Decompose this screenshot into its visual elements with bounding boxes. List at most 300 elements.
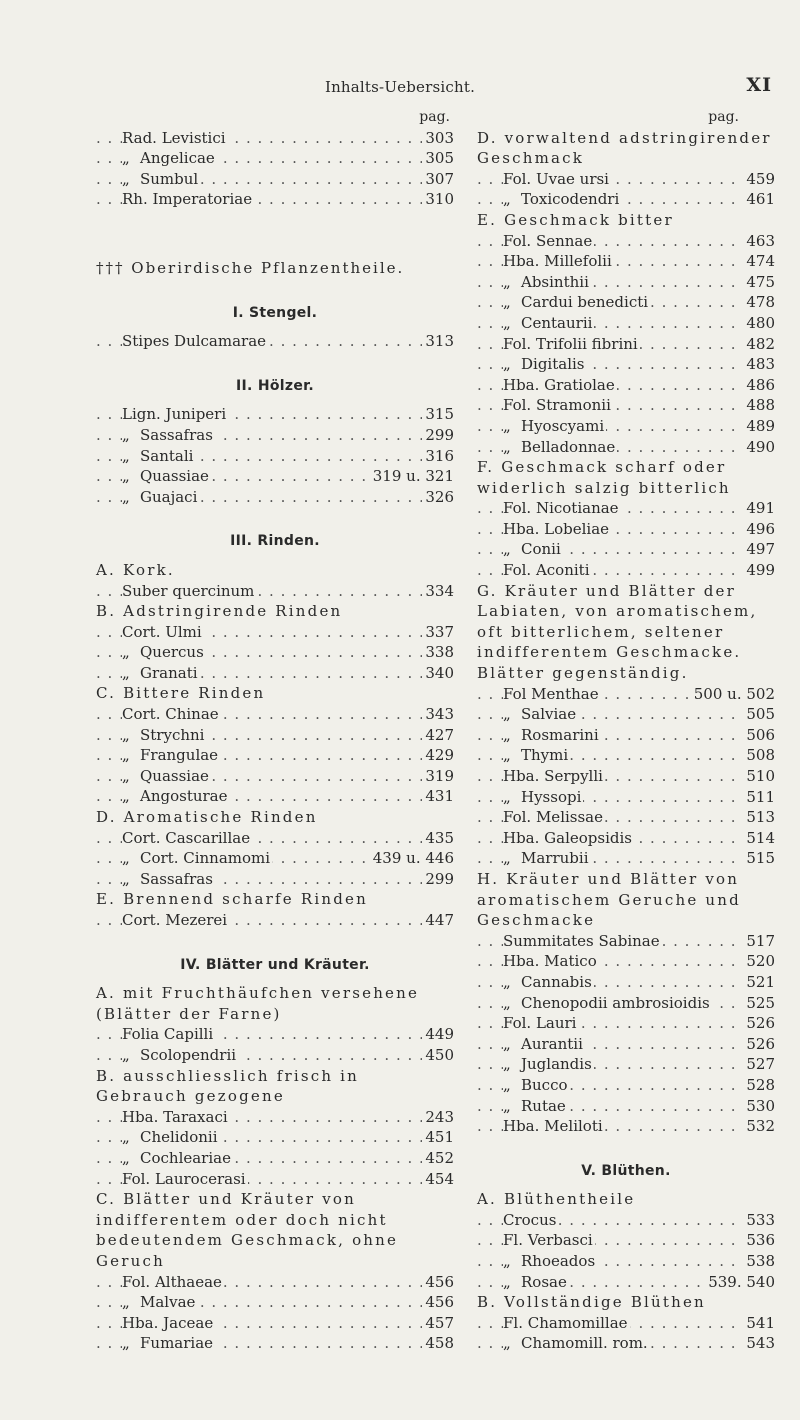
toc-entry-page: 315 <box>422 404 454 425</box>
toc-entry-name: Fol. Aconiti <box>503 561 590 580</box>
toc-entry-page: 478 <box>743 292 775 313</box>
toc-entry-page: 532 <box>743 1116 775 1137</box>
toc-entry-name: Fol. Uvae ursi <box>503 169 609 188</box>
ditto-mark: „ <box>122 169 130 188</box>
toc-entry <box>477 1333 775 1354</box>
toc-entry-page: 517 <box>743 931 775 952</box>
toc-entry <box>477 1251 775 1272</box>
ditto-mark: „ <box>122 725 130 744</box>
section-title-stengel: I. Stengel. <box>232 304 318 321</box>
ditto-mark: „ <box>503 705 511 724</box>
toc-entry-name: Rad. Levistici <box>122 128 226 147</box>
list-frisch <box>96 1107 454 1189</box>
toc-entry <box>96 1292 454 1313</box>
toc-entry-page: 486 <box>743 375 775 396</box>
toc-entry-name: Sumbul <box>140 169 199 188</box>
toc-entry-page: 514 <box>743 828 775 849</box>
ditto-mark: „ <box>122 487 130 506</box>
toc-entry-page: 515 <box>743 848 775 869</box>
toc-entry <box>477 1230 775 1251</box>
toc-entry-page: 530 <box>743 1096 775 1117</box>
toc-entry-page: 491 <box>743 498 775 519</box>
toc-entry-name: Rosmarini <box>521 725 599 744</box>
toc-entry-page: 500 u. 502 <box>691 684 775 705</box>
list-bluethentheile <box>477 1210 775 1292</box>
heading-frisch: B. ausschliesslich frisch in Gebrauch gezogene <box>96 1066 360 1106</box>
toc-entry-name: Centaurii <box>521 313 593 332</box>
toc-entry <box>477 375 775 396</box>
toc-entry <box>477 828 775 849</box>
left-column <box>96 107 454 1354</box>
toc-entry <box>477 395 775 416</box>
ditto-mark: „ <box>503 437 511 456</box>
ditto-mark: „ <box>122 869 130 888</box>
heading-brennend: E. Brennend scharfe Rinden <box>96 890 368 909</box>
toc-entry-page: 313 <box>422 331 454 352</box>
toc-entry-name: Fol. Trifolii fibrini <box>503 334 638 353</box>
toc-entry-name: Fol. Sennae <box>503 231 593 250</box>
toc-entry <box>477 498 775 519</box>
ditto-mark: „ <box>503 1034 511 1053</box>
toc-entry-page: 310 <box>422 189 454 210</box>
toc-entry <box>96 581 454 602</box>
list-vollstaendige <box>477 1313 775 1354</box>
toc-entry-name: Fol. Lauri <box>503 1014 577 1033</box>
list-farne <box>96 1024 454 1065</box>
toc-entry-page: 459 <box>743 169 775 190</box>
toc-entry-name: Fl. Chamomillae <box>503 1313 628 1332</box>
toc-entry-page: 305 <box>422 148 454 169</box>
ditto-mark: „ <box>503 272 511 291</box>
toc-entry <box>477 848 775 869</box>
heading-farne: A. mit Fruchthäufchen versehene (Blätter der Farne) <box>96 984 420 1023</box>
ditto-mark: „ <box>122 643 130 662</box>
ditto-mark: „ <box>503 293 511 312</box>
toc-entry <box>477 807 775 828</box>
toc-entry-name: Cort. Cinnamomi <box>140 849 271 868</box>
toc-entry-name: Fol Menthae <box>503 684 599 703</box>
page-header-title: Inhalts-Uebersicht. <box>324 78 476 96</box>
toc-entry <box>477 1096 775 1117</box>
heading-scharf: F. Geschmack scharf oder widerlich salzig bitterlich <box>477 458 731 497</box>
toc-entry-page: 337 <box>422 622 454 643</box>
ditto-mark: „ <box>122 849 130 868</box>
list-bittere <box>96 704 454 807</box>
toc-entry-name: Aurantii <box>521 1034 583 1053</box>
list-hoelzer <box>96 404 454 507</box>
heading-bitter: E. Geschmack bitter <box>477 210 674 229</box>
toc-entry <box>96 189 454 210</box>
toc-entry-name: Toxicodendri <box>521 190 620 209</box>
toc-entry-name: Cort. Ulmi <box>122 622 202 641</box>
toc-entry-name: Hba. Meliloti <box>503 1117 603 1136</box>
heading-indifferent: C. Blätter und Kräuter von indifferentem oder doch nicht bedeutendem Geschmack, ohne Geruch <box>96 1190 399 1270</box>
section-title-bluethen: V. Blüthen. <box>581 1162 671 1179</box>
toc-entry-page: 536 <box>743 1230 775 1251</box>
toc-entry-name: Cort. Chinae <box>122 705 219 724</box>
toc-entry <box>96 766 454 787</box>
toc-entry <box>477 1054 775 1075</box>
toc-entry-page: 451 <box>422 1127 454 1148</box>
toc-entry <box>477 560 775 581</box>
toc-entry-name: Fol. Laurocerasi <box>122 1169 246 1188</box>
toc-entry-name: Rutae <box>521 1096 566 1115</box>
toc-entry-name: Frangulae <box>140 746 219 765</box>
toc-entry-page: 299 <box>422 869 454 890</box>
right-column <box>477 107 775 1354</box>
main-heading: ††† Oberirdische Pflanzentheile. <box>96 258 405 277</box>
toc-entry <box>96 704 454 725</box>
toc-entry-name: Hba. Lobeliae <box>503 519 610 538</box>
toc-entry <box>477 334 775 355</box>
toc-entry-name: Folia Capilli <box>122 1025 214 1044</box>
toc-entry-name: Chelidonii <box>140 1128 218 1147</box>
page-number: XI <box>746 74 772 96</box>
toc-entry-page: 449 <box>422 1024 454 1045</box>
heading-adstringirender: D. vorwaltend adstringirender Geschmack <box>477 128 772 168</box>
ditto-mark: „ <box>122 1293 130 1312</box>
section-title-hoelzer: II. Hölzer. <box>236 377 314 394</box>
toc-entry <box>96 1107 454 1128</box>
toc-entry-name: Juglandis <box>521 1055 592 1074</box>
ditto-mark: „ <box>503 849 511 868</box>
toc-entry-page: 533 <box>743 1210 775 1231</box>
toc-entry <box>477 1075 775 1096</box>
toc-entry <box>477 1013 775 1034</box>
toc-entry-name: Angosturae <box>140 787 228 806</box>
toc-entry <box>477 292 775 313</box>
toc-entry-name: Suber quercinum <box>122 581 255 600</box>
list-stengel <box>96 331 454 352</box>
toc-entry <box>477 745 775 766</box>
ditto-mark: „ <box>122 1045 130 1064</box>
toc-entry <box>477 1116 775 1137</box>
toc-entry <box>477 684 775 705</box>
toc-entry-page: 499 <box>743 560 775 581</box>
toc-entry-name: Stipes Dulcamarae <box>122 332 267 351</box>
toc-entry-page: 496 <box>743 519 775 540</box>
toc-entry-name: Fl. Verbasci <box>503 1231 593 1250</box>
section-title-blaetter: IV. Blätter und Kräuter. <box>180 956 370 973</box>
list-brennend <box>96 910 454 931</box>
toc-entry-page: 450 <box>422 1045 454 1066</box>
toc-entry <box>477 704 775 725</box>
toc-entry-page: 513 <box>743 807 775 828</box>
ditto-mark: „ <box>122 467 130 486</box>
toc-entry-name: Bucco <box>521 1075 568 1094</box>
toc-entry-page: 490 <box>743 437 775 458</box>
toc-entry-page: 488 <box>743 395 775 416</box>
toc-entry <box>96 169 454 190</box>
toc-entry-name: Cardui benedicti <box>521 293 649 312</box>
toc-entry-name: Hba. Serpylli <box>503 767 603 785</box>
heading-aromatische: D. Aromatische Rinden <box>96 808 318 827</box>
toc-entry <box>96 487 454 508</box>
list-kork <box>96 581 454 602</box>
toc-entry-name: Quercus <box>140 643 204 662</box>
toc-entry-page: 316 <box>422 446 454 467</box>
toc-entry <box>96 1272 454 1293</box>
toc-entry-name: Sassafras <box>140 425 213 444</box>
toc-entry-page: 435 <box>422 828 454 849</box>
toc-entry-page: 431 <box>422 786 454 807</box>
toc-entry <box>477 272 775 293</box>
toc-entry <box>96 404 454 425</box>
toc-entry <box>477 787 775 808</box>
ditto-mark: „ <box>503 355 511 374</box>
heading-kork: A. Kork. <box>96 560 175 579</box>
ditto-mark: „ <box>503 1055 511 1074</box>
toc-entry-page: 528 <box>743 1075 775 1096</box>
toc-entry-page: 526 <box>743 1013 775 1034</box>
toc-entry-page: 343 <box>422 704 454 725</box>
ditto-mark: „ <box>122 746 130 765</box>
pag-label-right: pag. <box>708 109 739 125</box>
toc-entry-page: 508 <box>743 745 775 766</box>
toc-entry-page: 427 <box>422 725 454 746</box>
toc-entry-page: 474 <box>743 251 775 272</box>
toc-entry-name: Sassafras <box>140 869 213 888</box>
toc-entry <box>477 972 775 993</box>
toc-entry <box>477 416 775 437</box>
toc-entry-name: Conii <box>521 540 561 559</box>
toc-entry-name: Fol. Althaeae <box>122 1272 222 1291</box>
toc-entry-name: Quassiae <box>140 766 209 785</box>
toc-entry-page: 505 <box>743 704 775 725</box>
toc-entry <box>96 622 454 643</box>
toc-entry-name: Lign. Juniperi <box>122 405 227 424</box>
ditto-mark: „ <box>503 972 511 991</box>
toc-entry-page: 527 <box>743 1054 775 1075</box>
ditto-mark: „ <box>122 663 130 682</box>
toc-entry-name: Granati <box>140 663 198 682</box>
toc-entry-page: 456 <box>422 1272 454 1293</box>
ditto-mark: „ <box>503 1075 511 1094</box>
toc-entry-page: 338 <box>422 642 454 663</box>
ditto-mark: „ <box>503 540 511 559</box>
toc-entry <box>477 951 775 972</box>
toc-entry <box>96 331 454 352</box>
toc-entry-page: 541 <box>743 1313 775 1334</box>
toc-entry <box>96 663 454 684</box>
toc-entry-page: 539. 540 <box>705 1272 775 1293</box>
toc-entry-name: Cort. Mezerei <box>122 911 228 929</box>
toc-entry-name: Hyssopi <box>521 787 582 806</box>
toc-entry <box>477 931 775 952</box>
ditto-mark: „ <box>503 993 511 1012</box>
toc-entry-page: 334 <box>422 581 454 602</box>
toc-entry-name: Crocus <box>503 1210 557 1229</box>
toc-entry-page: 480 <box>743 313 775 334</box>
toc-entry-name: Cannabis <box>521 972 592 991</box>
ditto-mark: „ <box>122 149 130 168</box>
toc-entry <box>477 1272 775 1293</box>
toc-entry-name: Salviae <box>521 705 577 724</box>
toc-entry-page: 326 <box>422 487 454 508</box>
toc-entry-page: 457 <box>422 1313 454 1334</box>
toc-entry <box>477 766 775 787</box>
toc-entry-name: Chenopodii ambrosioidis <box>521 993 710 1012</box>
ditto-mark: „ <box>503 1252 511 1271</box>
toc-entry-page: 497 <box>743 539 775 560</box>
toc-entry-name: Hba. Gratiolae <box>503 375 615 394</box>
ditto-mark: „ <box>503 787 511 806</box>
toc-entry <box>96 1313 454 1334</box>
toc-entry <box>96 786 454 807</box>
toc-entry-name: Hyoscyami <box>521 416 605 435</box>
ditto-mark: „ <box>503 1334 511 1353</box>
toc-entry <box>477 231 775 252</box>
ditto-mark: „ <box>122 787 130 806</box>
toc-entry-name: Fumariae <box>140 1334 214 1353</box>
toc-entry-page: 303 <box>422 128 454 149</box>
toc-entry-name: Cochleariae <box>140 1148 231 1167</box>
toc-entry-name: Quassiae <box>140 467 209 486</box>
toc-entry <box>477 313 775 334</box>
ditto-mark: „ <box>503 1272 511 1291</box>
toc-entry <box>96 1148 454 1169</box>
toc-entry <box>96 466 454 487</box>
heading-adstringirende: B. Adstringirende Rinden <box>96 602 343 621</box>
toc-entry-page: 483 <box>743 354 775 375</box>
toc-entry-page: 543 <box>743 1333 775 1354</box>
toc-entry-page: 461 <box>743 189 775 210</box>
toc-entry-name: Hba. Jaceae <box>122 1313 214 1332</box>
heading-labiaten: G. Kräuter und Blätter der Labiaten, von aromatischem, oft bitterlichem, seltener indifferentem Geschmacke. Blätter gegenständig. <box>477 581 758 683</box>
toc-entry-page: 482 <box>743 334 775 355</box>
toc-entry <box>477 1034 775 1055</box>
toc-entry-name: Digitalis <box>521 355 585 374</box>
toc-entry-page: 429 <box>422 745 454 766</box>
toc-entry-page: 439 u. 446 <box>370 848 454 869</box>
ditto-mark: „ <box>122 425 130 444</box>
toc-entry-page: 458 <box>422 1333 454 1354</box>
toc-entry <box>96 425 454 446</box>
toc-entry-page: 319 u. 321 <box>370 466 454 487</box>
section-title-rinden: III. Rinden. <box>230 533 320 550</box>
toc-entry-page: 340 <box>422 663 454 684</box>
toc-entry-name: Absinthii <box>521 272 589 291</box>
toc-entry <box>477 519 775 540</box>
toc-entry-name: Santali <box>140 446 194 465</box>
heading-vollstaendige: B. Vollständige Blüthen <box>477 1293 706 1312</box>
toc-entry-name: Fol. Stramonii <box>503 396 611 415</box>
ditto-mark: „ <box>503 725 511 744</box>
toc-entry <box>96 910 454 931</box>
toc-entry <box>96 128 454 149</box>
toc-entry-page: 525 <box>743 993 775 1014</box>
toc-entry-name: Hba. Taraxaci <box>122 1107 228 1126</box>
toc-entry-name: Rosae <box>521 1272 567 1291</box>
list-adstringirender <box>477 169 775 210</box>
toc-entry-name: Fol. Melissae <box>503 808 603 827</box>
list-top <box>96 128 454 210</box>
toc-entry <box>96 642 454 663</box>
toc-entry-page: 520 <box>743 951 775 972</box>
toc-entry-name: Hba. Matico <box>503 952 597 971</box>
toc-entry <box>96 1169 454 1190</box>
toc-entry-name: Strychni <box>140 725 205 744</box>
list-bitter <box>477 231 775 458</box>
toc-entry <box>477 169 775 190</box>
toc-entry-page: 299 <box>422 425 454 446</box>
toc-entry <box>477 1313 775 1334</box>
heading-bittere: C. Bittere Rinden <box>96 684 266 703</box>
toc-entry <box>96 828 454 849</box>
toc-entry-page: 454 <box>422 1169 454 1190</box>
pag-label: pag. <box>419 109 450 125</box>
ditto-mark: „ <box>122 1128 130 1147</box>
toc-entry-page: 489 <box>743 416 775 437</box>
toc-entry-name: Chamomill. rom. <box>521 1334 648 1353</box>
toc-entry-name: Hba. Galeopsidis <box>503 828 632 847</box>
ditto-mark: „ <box>503 313 511 332</box>
toc-entry <box>477 993 775 1014</box>
ditto-mark: „ <box>122 1148 130 1167</box>
toc-entry-page: 456 <box>422 1292 454 1313</box>
toc-entry <box>96 1024 454 1045</box>
toc-entry-name: Malvae <box>140 1293 196 1312</box>
toc-entry-page: 538 <box>743 1251 775 1272</box>
list-indifferent <box>96 1272 454 1354</box>
toc-entry <box>477 725 775 746</box>
toc-entry-page: 475 <box>743 272 775 293</box>
toc-entry <box>477 1210 775 1231</box>
toc-entry-name: Rhoeados <box>521 1252 596 1271</box>
toc-entry-page: 521 <box>743 972 775 993</box>
toc-entry-page: 452 <box>422 1148 454 1169</box>
ditto-mark: „ <box>503 190 511 209</box>
ditto-mark: „ <box>503 746 511 765</box>
toc-entry-name: Hba. Millefolii <box>503 252 612 271</box>
list-labiaten <box>477 684 775 869</box>
toc-entry <box>96 869 454 890</box>
toc-entry-name: Rh. Imperatoriae <box>122 190 253 209</box>
toc-entry-name: Scolopendrii <box>140 1045 237 1064</box>
toc-entry-page: 511 <box>743 787 775 808</box>
toc-entry-name: Marrubii <box>521 849 589 868</box>
toc-entry <box>477 189 775 210</box>
ditto-mark: „ <box>122 446 130 465</box>
toc-entry-page: 510 <box>743 766 775 787</box>
toc-entry <box>96 848 454 869</box>
toc-entry <box>96 1127 454 1148</box>
toc-entry-page: 506 <box>743 725 775 746</box>
toc-entry <box>477 437 775 458</box>
toc-entry <box>96 745 454 766</box>
heading-aromatischem: H. Kräuter und Blätter von aromatischem Geruche und Geschmacke <box>477 869 741 930</box>
ditto-mark: „ <box>122 766 130 785</box>
toc-entry-page: 463 <box>743 231 775 252</box>
toc-entry-page: 319 <box>422 766 454 787</box>
toc-entry <box>96 446 454 467</box>
list-adstringirende <box>96 622 454 684</box>
toc-entry-name: Cort. Cascarillae <box>122 828 251 847</box>
list-aromatischem <box>477 931 775 1137</box>
ditto-mark: „ <box>122 1334 130 1353</box>
toc-entry-page: 307 <box>422 169 454 190</box>
toc-entry-name: Belladonnae <box>521 437 616 456</box>
toc-entry <box>477 251 775 272</box>
toc-entry-name: Summitates Sabinae <box>503 931 660 950</box>
list-scharf <box>477 498 775 580</box>
toc-entry-name: Angelicae <box>140 149 215 168</box>
toc-entry <box>477 354 775 375</box>
heading-bluethentheile: A. Blüthentheile <box>477 1190 636 1209</box>
toc-entry <box>96 1333 454 1354</box>
toc-entry <box>477 539 775 560</box>
ditto-mark: „ <box>503 416 511 435</box>
